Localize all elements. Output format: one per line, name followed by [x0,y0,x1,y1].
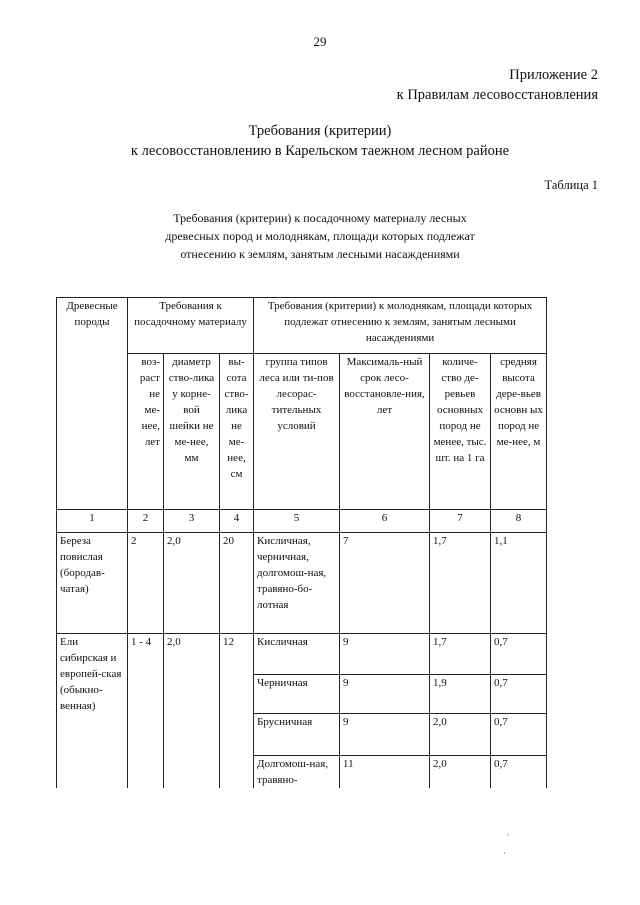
tree-count-cell: 1,9 [430,675,491,714]
table-number: Таблица 1 [544,178,598,192]
header-forest-type: группа типов леса или ти-пов лесорас-тительных условий [254,354,340,510]
header-row-top [57,298,547,354]
header-row-sub [57,354,547,510]
column-number: 6 [340,510,430,533]
forest-type-cell: Кисличная [254,634,340,675]
column-number: 1 [57,510,128,533]
age-cell: 2 [128,533,164,634]
forest-type-cell: Кисличная, черничная, долгомош-ная, травяно-бо-лотная [254,533,340,634]
species-cell: Береза повислая (бородав-чатая) [57,533,128,634]
tree-count-cell: 1,7 [430,634,491,675]
height-cell: 12 [220,634,254,789]
header-max-term: Максималь-ный срок лесо-восстановле-ния, лет [340,354,430,510]
column-number: 5 [254,510,340,533]
max-term-cell: 7 [340,533,430,634]
table-row-spruce [57,634,547,675]
tree-count-cell: 2,0 [430,714,491,756]
avg-height-cell: 0,7 [491,634,547,675]
avg-height-cell: 0,7 [491,714,547,756]
height-cell: 20 [220,533,254,634]
avg-height-cell: 0,7 [491,756,547,789]
header-species: Древесные породы [57,298,128,510]
header-avg-height: средняя высота дере-вьев основн ых пород не ме-нее, м [491,354,547,510]
table-row-birch [57,533,547,634]
max-term-cell: 9 [340,714,430,756]
appendix-label: Приложение 2 [509,67,598,83]
column-number: 2 [128,510,164,533]
avg-height-cell: 1,1 [491,533,547,634]
header-tree-count: количе-ство де-ревьев основных пород не менее, тыс. шт. на 1 га [430,354,491,510]
scan-mark: ʹ [507,832,509,842]
page-number: 29 [313,34,327,49]
tree-count-cell: 1,7 [430,533,491,634]
column-number: 4 [220,510,254,533]
column-number: 7 [430,510,491,533]
species-cell: Ели сибирская и европей-ская (обыкно-венная) [57,634,128,789]
table-caption-line-2: древесных пород и молоднякам, площади которых подлежат [165,229,475,243]
max-term-cell: 9 [340,634,430,675]
column-number-row [57,510,547,533]
age-cell: 1 - 4 [128,634,164,789]
diameter-cell: 2,0 [164,634,220,789]
table-caption-line-3: отнесению к землям, занятым лесными насаждениями [180,247,460,261]
table-caption-line-1: Требования (критерии) к посадочному материалу лесных [173,211,467,225]
header-planting-material: Требования к посадочному материалу [128,298,254,354]
forest-type-cell: Брусничная [254,714,340,756]
diameter-cell: 2,0 [164,533,220,634]
appendix-reference: к Правилам лесовосстановления [396,87,598,103]
forest-type-cell: Долгомош-ная, травяно- [254,756,340,789]
column-number: 3 [164,510,220,533]
header-young-stands: Требования (критерии) к молоднякам, площади которых подлежат отнесению к землям, занятым лесными насаждениями [254,298,547,354]
avg-height-cell: 0,7 [491,675,547,714]
max-term-cell: 11 [340,756,430,789]
header-diameter: диаметр ство-лика у корне-вой шейки не ме-нее, мм [164,354,220,510]
document-title: Требования (критерии) [248,123,392,139]
requirements-table [56,297,547,788]
column-number: 8 [491,510,547,533]
header-height: вы-сота ство-лика не ме-нее, см [220,354,254,510]
forest-type-cell: Черничная [254,675,340,714]
max-term-cell: 9 [340,675,430,714]
document-subtitle: к лесовосстановлению в Карельском таежном лесном районе [130,143,510,159]
tree-count-cell: 2,0 [430,756,491,789]
header-age: воз-раст не ме-нее, лет [128,354,164,510]
scan-mark: · [503,848,506,858]
